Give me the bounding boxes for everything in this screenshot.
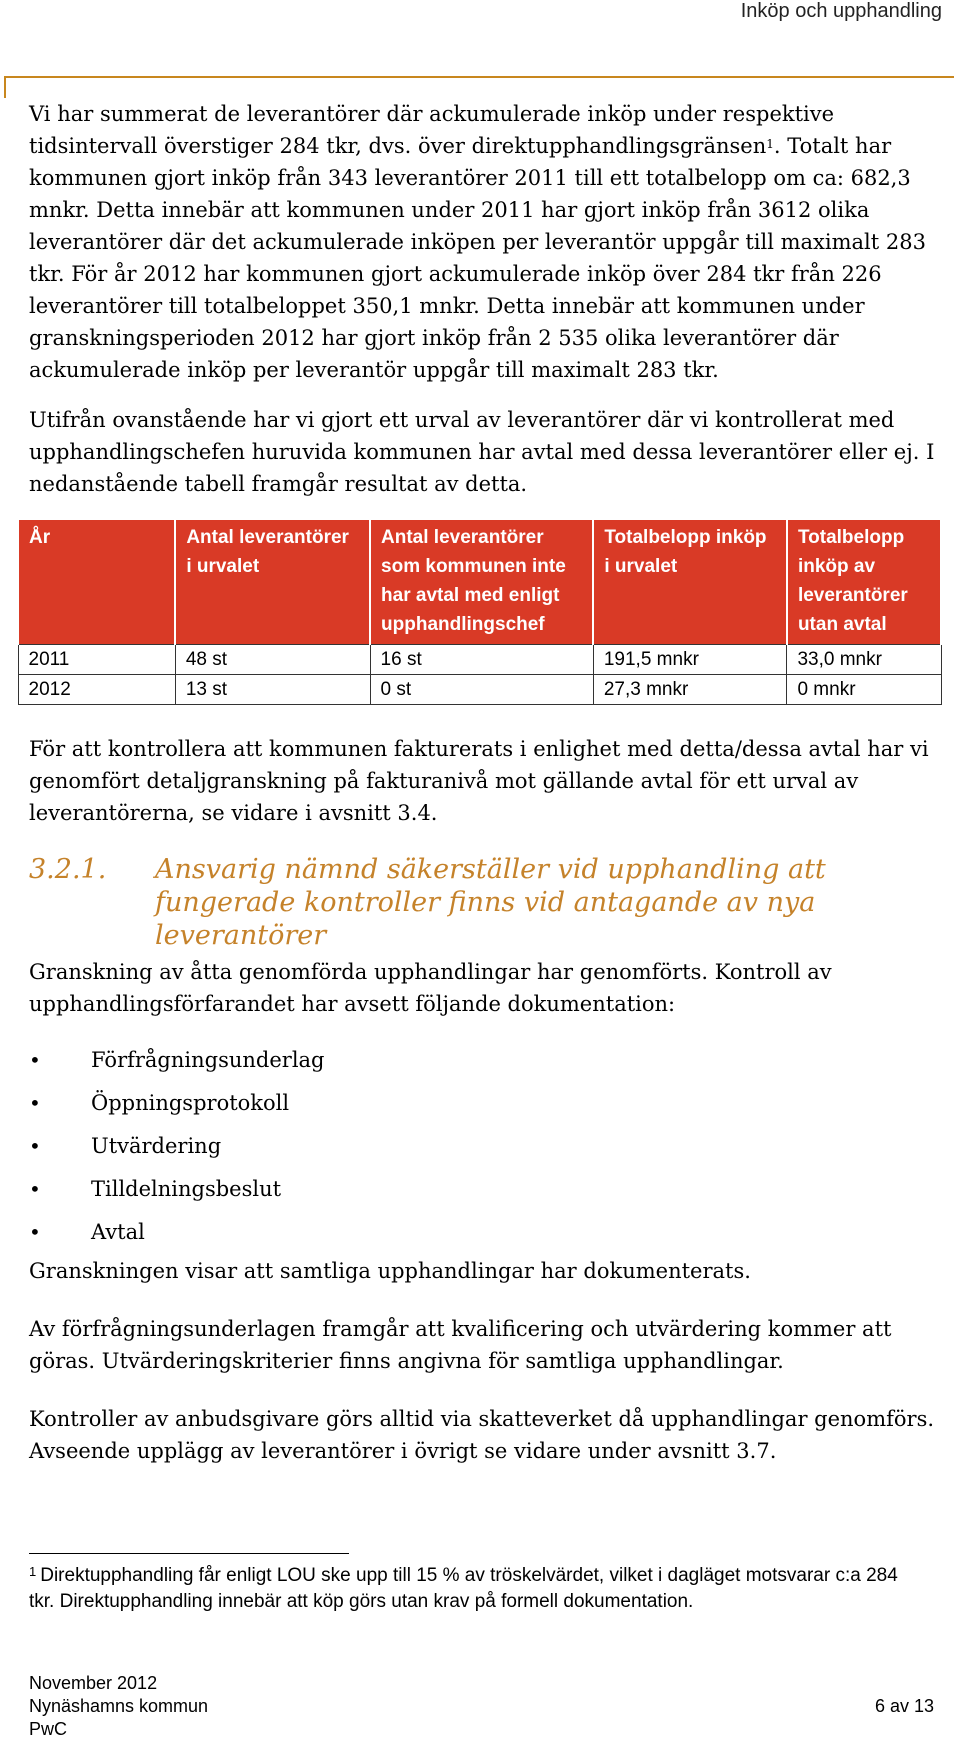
table-header-year: År bbox=[18, 520, 175, 645]
bullet-icon: • bbox=[29, 1219, 41, 1244]
header-rule-corner bbox=[4, 76, 6, 98]
table-header-supplier-count: Antal leverantörer i urvalet bbox=[175, 520, 370, 645]
table-header-amount-no-contract: Totalbelopp inköp av leverantörer utan avtal bbox=[787, 520, 941, 645]
list-item-label: Tilldelningsbeslut bbox=[91, 1176, 282, 1201]
table-cell: 13 st bbox=[175, 675, 370, 705]
documentation-list bbox=[29, 1038, 949, 1253]
paragraph-evaluation: Av förfrågningsunderlagen framgår att kvalificering och utvärdering kommer att göras. Utvärderingskriterier finns angivna för samtliga upphandlingar. bbox=[29, 1317, 892, 1373]
footer-page-number: 6 av 13 bbox=[874, 1696, 934, 1716]
footer-organization: Nynäshamns kommun bbox=[29, 1696, 209, 1716]
list-item-label: Förfrågningsunderlag bbox=[91, 1047, 325, 1072]
section-title: Ansvarig nämnd säkerställer vid upphandling att fungerade kontroller finns vid antagande av nya leverantörer bbox=[155, 854, 826, 951]
table-cell: 2011 bbox=[18, 645, 175, 675]
table-cell: 33,0 mnkr bbox=[787, 645, 941, 675]
paragraph-selection: Utifrån ovanstående har vi gjort ett urval av leverantörer där vi kontrollerat med upphandlingschefen huruvida kommunen har avtal med dessa leverantörer eller ej. I nedanstående tabell framgår resultat av detta. bbox=[29, 408, 935, 496]
footnote-mark: 1 bbox=[29, 1564, 37, 1579]
footnote-reference[interactable]: 1 bbox=[766, 137, 774, 151]
list-item bbox=[29, 1167, 949, 1210]
table-header-total-amount: Totalbelopp inköp i urvalet bbox=[593, 520, 787, 645]
table-header-row bbox=[18, 520, 941, 645]
table-cell: 2012 bbox=[18, 675, 175, 705]
table-cell: 191,5 mnkr bbox=[593, 645, 787, 675]
paragraph-summary-text: Vi har summerat de leverantörer där ackumulerade inköp under respektive tidsintervall överstiger 284 tkr, dvs. över direktupphandlingsgränsen bbox=[29, 102, 835, 158]
table-cell: 48 st bbox=[175, 645, 370, 675]
section-number: 3.2.1. bbox=[29, 854, 107, 885]
paragraph-invoice-check: För att kontrollera att kommunen fakturerats i enlighet med detta/dessa avtal har vi genomfört detaljgranskning på fakturanivå mot gällande avtal för ett urval av leverantörerna, se vidare i avsnitt 3.4. bbox=[29, 737, 929, 825]
list-item bbox=[29, 1081, 949, 1124]
table-cell: 27,3 mnkr bbox=[593, 675, 787, 705]
list-item bbox=[29, 1210, 949, 1253]
table-row bbox=[18, 675, 941, 705]
section-heading bbox=[29, 853, 949, 952]
footnote bbox=[29, 1563, 899, 1615]
page-header-title: Inköp och upphandling bbox=[740, 0, 942, 22]
list-item-label: Avtal bbox=[91, 1219, 145, 1244]
page-footer bbox=[29, 1672, 934, 1741]
document-body bbox=[29, 98, 949, 1467]
table-cell: 0 st bbox=[370, 675, 593, 705]
footnote-text: Direktupphandling får enligt LOU ske upp till 15 % av tröskelvärdet, vilket i dagläget motsvarar c:a 284 tkr. Direktupphandling innebär att köp görs utan krav på formell dokumentation. bbox=[29, 1565, 898, 1612]
list-item bbox=[29, 1124, 949, 1167]
table-cell: 16 st bbox=[370, 645, 593, 675]
table-header-no-contract-count: Antal leverantörer som kommunen inte har avtal med enligt upphandlingschef bbox=[370, 520, 593, 645]
list-item-label: Öppningsprotokoll bbox=[91, 1090, 290, 1115]
paragraph-review-scope: Granskning av åtta genomförda upphandlingar har genomförts. Kontroll av upphandlingsförfarandet har avsett följande dokumentation: bbox=[29, 960, 832, 1016]
bullet-icon: • bbox=[29, 1176, 41, 1201]
header-rule bbox=[4, 76, 954, 78]
table-row bbox=[18, 645, 941, 675]
table-cell: 0 mnkr bbox=[787, 675, 941, 705]
bullet-icon: • bbox=[29, 1047, 41, 1072]
bullet-icon: • bbox=[29, 1090, 41, 1115]
footer-date: November 2012 bbox=[29, 1673, 158, 1693]
footnote-separator bbox=[29, 1553, 349, 1554]
supplier-table bbox=[17, 520, 942, 705]
paragraph-tax-check: Kontroller av anbudsgivare görs alltid via skatteverket då upphandlingar genomförs. Avseende upplägg av leverantörer i övrigt se vidare under avsnitt 3.7. bbox=[29, 1407, 935, 1463]
bullet-icon: • bbox=[29, 1133, 41, 1158]
paragraph-summary bbox=[29, 98, 949, 386]
paragraph-documented: Granskningen visar att samtliga upphandlingar har dokumenterats. bbox=[29, 1259, 751, 1283]
footer-row bbox=[29, 1695, 934, 1718]
list-item bbox=[29, 1038, 949, 1081]
list-item-label: Utvärdering bbox=[91, 1133, 222, 1158]
paragraph-summary-text-cont: . Totalt har kommunen gjort inköp från 343 leverantörer 2011 till ett totalbelopp om ca: 682,3 mnkr. Detta innebär att kommunen under 2011 har gjort inköp från 3612 olika leverantörer där det ackumulerade inköpen per leverantör uppgår till maximalt 283 tkr. För år 2012 har kommunen gjort ackumulerade inköp över 284 tkr från 226 leverantörer till totalbeloppet 350,1 mnkr. Detta innebär att kommunen under granskningsperioden 2012 har gjort inköp från 2 535 olika leverantörer där ackumulerade inköp per leverantör uppgår till maximalt 283 tkr. bbox=[29, 134, 926, 382]
footer-firm: PwC bbox=[29, 1719, 68, 1739]
